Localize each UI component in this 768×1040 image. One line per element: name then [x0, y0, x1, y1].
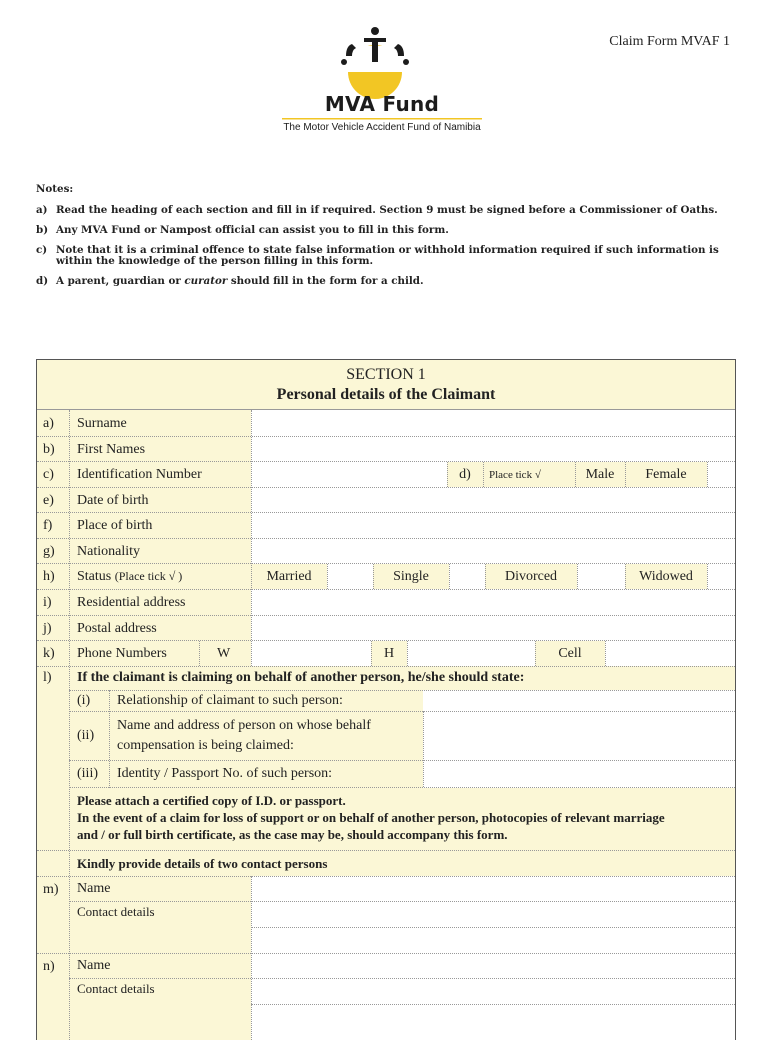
- phone-cell-label: Cell: [558, 645, 582, 661]
- row-l-heading: If the claimant is claiming on behalf of another person, he/she should state:: [77, 670, 525, 685]
- postal-address-input[interactable]: [252, 616, 735, 641]
- row-letter: l): [43, 670, 52, 685]
- nationality-input[interactable]: [252, 539, 735, 564]
- surname-input[interactable]: [252, 411, 735, 436]
- note-text-italic: curator: [184, 275, 228, 287]
- row-l-sub-number: (ii): [77, 728, 95, 743]
- phone-cell-input[interactable]: [606, 641, 735, 666]
- phone-work-label: W: [217, 645, 231, 661]
- contact-2-name-input[interactable]: [252, 954, 735, 978]
- behalf-person-label: [117, 714, 371, 758]
- identity-passport-label: Identity / Passport No. of such person:: [117, 766, 333, 781]
- column-divider: [327, 564, 328, 589]
- id-number-input[interactable]: [252, 462, 447, 487]
- behalf-person-label-line: compensation is being claimed:: [117, 738, 294, 753]
- status-single-option[interactable]: Single: [393, 568, 429, 584]
- row-letter: n): [43, 958, 55, 974]
- identity-passport-input[interactable]: [424, 761, 735, 787]
- first-names-label: First Names: [77, 441, 146, 457]
- residential-address-label: Residential address: [77, 594, 186, 610]
- note-item: [36, 205, 736, 216]
- column-divider: [707, 564, 708, 589]
- behalf-person-input[interactable]: [424, 712, 735, 760]
- note-text: Note that it is a criminal offence to state false information or withhold information required if such information is within the knowledge of the person filling in this form.: [56, 244, 719, 267]
- contact-1-name-input[interactable]: [252, 877, 735, 901]
- row-letter: j): [43, 620, 52, 636]
- column-divider: [449, 564, 450, 589]
- row-letter: b): [43, 441, 55, 457]
- column-divider: [483, 462, 484, 487]
- contact-2-details-label: Contact details: [77, 981, 155, 996]
- row-letter: e): [43, 492, 54, 508]
- residential-address-input[interactable]: [252, 590, 735, 615]
- note-text: Read the heading of each section and fill in if required. Section 9 must be signed before a Commissioner of Oaths.: [56, 204, 718, 216]
- attachment-line: and / or full birth certificate, as the case may be, should accompany this form.: [77, 827, 508, 842]
- note-text: [56, 276, 424, 287]
- logo-title: MVA Fund: [324, 92, 440, 116]
- note-text-part: A parent, guardian or: [56, 275, 185, 287]
- surname-label: Surname: [77, 415, 127, 431]
- mva-fund-logo: [280, 26, 484, 138]
- contact-1-details-input[interactable]: [252, 902, 735, 953]
- phone-work-input[interactable]: [252, 641, 371, 666]
- behalf-person-label-line: Name and address of person on whose behalf: [117, 718, 371, 733]
- phone-home-label: H: [383, 645, 395, 661]
- nationality-label: Nationality: [77, 543, 140, 559]
- gender-tick-box[interactable]: [708, 462, 735, 487]
- column-divider: [199, 641, 200, 666]
- section-header: [37, 360, 735, 410]
- note-label: b): [36, 224, 49, 236]
- note-label: c): [36, 244, 48, 256]
- first-names-input[interactable]: [252, 437, 735, 462]
- contacts-heading: Kindly provide details of two contact persons: [77, 855, 328, 871]
- status-widowed-option[interactable]: Widowed: [639, 568, 693, 584]
- status-divorced-option[interactable]: Divorced: [504, 568, 558, 584]
- note-label: d): [36, 275, 49, 287]
- attachment-line: In the event of a claim for loss of support or on behalf of another person, photocopies of relevant marriage: [77, 810, 665, 825]
- note-item: [36, 276, 736, 287]
- row-letter: f): [43, 517, 53, 533]
- gender-row-letter: d): [459, 466, 471, 482]
- place-of-birth-input[interactable]: [252, 513, 735, 538]
- section-title: SECTION 1: [346, 365, 426, 383]
- section-subtitle: Personal details of the Claimant: [276, 385, 496, 403]
- note-text: Any MVA Fund or Nampost official can assist you to fill in this form.: [56, 224, 449, 236]
- status-married-option[interactable]: Married: [266, 568, 312, 584]
- gender-male-option[interactable]: Male: [585, 466, 615, 482]
- column-divider: [69, 410, 70, 1040]
- form-identifier: Claim Form MVAF 1: [609, 34, 730, 49]
- relationship-label: Relationship of claimant to such person:: [117, 693, 343, 708]
- section-1-form: [36, 359, 736, 1040]
- row-letter: h): [43, 568, 55, 584]
- contact-2-details-input[interactable]: [252, 979, 735, 1040]
- row-letter: c): [43, 466, 54, 482]
- note-item: [36, 225, 736, 236]
- row-letter: k): [43, 645, 55, 661]
- note-item: [36, 245, 736, 267]
- row-l-letter-bg: [37, 690, 69, 876]
- attachment-line: Please attach a certified copy of I.D. or passport.: [77, 793, 346, 808]
- contact-2-name-label: Name: [77, 958, 111, 973]
- row-divider: [69, 787, 735, 788]
- row-letter: g): [43, 543, 55, 559]
- note-text-part: should fill in the form for a child.: [227, 275, 424, 287]
- notes-title: Notes:: [36, 183, 74, 195]
- column-divider: [109, 690, 110, 788]
- contact-1-name-label: Name: [77, 881, 111, 896]
- attachment-instructions: [77, 792, 733, 843]
- status-tick-hint: (Place tick √ ): [114, 569, 183, 583]
- gender-tick-hint: Place tick √: [489, 468, 541, 481]
- status-label: [77, 564, 182, 589]
- row-letter: m): [43, 881, 59, 897]
- logo-subtitle: The Motor Vehicle Accident Fund of Namibia: [283, 122, 481, 133]
- relationship-input[interactable]: [424, 691, 735, 711]
- dob-label: Date of birth: [77, 492, 149, 508]
- note-label: a): [36, 204, 48, 216]
- id-number-label: Identification Number: [77, 466, 202, 482]
- row-l-sub-number: (i): [77, 693, 91, 708]
- phone-home-input[interactable]: [408, 641, 535, 666]
- status-label-text: Status: [77, 568, 112, 584]
- notes-block: [36, 183, 736, 296]
- place-of-birth-label: Place of birth: [77, 517, 153, 533]
- column-divider: [577, 564, 578, 589]
- phone-numbers-label: Phone Numbers: [77, 645, 167, 661]
- dob-input[interactable]: [252, 488, 735, 513]
- row-letter: i): [43, 594, 52, 610]
- postal-address-label: Postal address: [77, 620, 157, 636]
- row-letter: a): [43, 415, 54, 431]
- gender-female-option[interactable]: Female: [645, 466, 687, 482]
- contact-1-details-label: Contact details: [77, 904, 155, 919]
- row-l-sub-number: (iii): [77, 766, 98, 781]
